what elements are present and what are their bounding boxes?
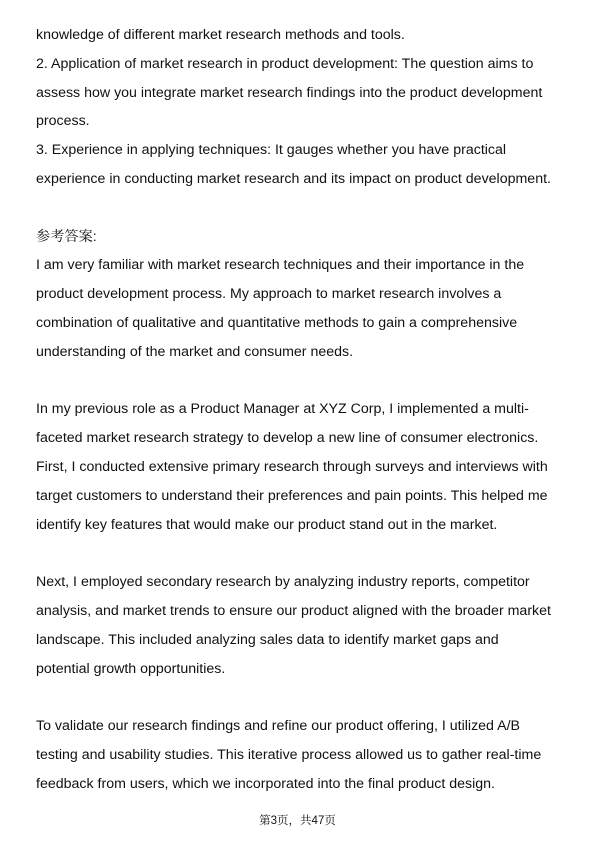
paragraph-line: Next, I employed secondary research by analyzing industry reports, competitor [36, 574, 530, 591]
paragraph-gap [36, 194, 568, 223]
paragraph-line: feedback from users, which we incorporated into the final product design. [36, 775, 495, 792]
answer-paragraph-2 [36, 395, 568, 539]
paragraph-line: I am very familiar with market research techniques and their importance in the [36, 257, 525, 274]
paragraph-line: product development process. My approach to market research involves a [36, 286, 502, 303]
intro-line: experience in conducting market research and its impact on product development. [36, 170, 551, 187]
page-number-footer: 第3页，共47页 [259, 815, 336, 827]
answer-heading: 参考答案: [36, 228, 97, 245]
paragraph-line: landscape. This included analyzing sales data to identify market gaps and [36, 631, 499, 648]
paragraph-line: understanding of the market and consumer needs. [36, 343, 354, 360]
paragraph-line: target customers to understand their preferences and pain points. This helped me [36, 487, 548, 504]
paragraph-line: To validate our research findings and refine our product offering, I utilized A/B [36, 718, 520, 735]
paragraph-line: identify key features that would make our product stand out in the market. [36, 516, 498, 533]
answer-paragraph-4 [36, 712, 568, 798]
paragraph-gap [36, 539, 568, 568]
paragraph-line: analysis, and market trends to ensure our product aligned with the broader market [36, 602, 551, 619]
answer-paragraph-3 [36, 568, 568, 683]
intro-line: knowledge of different market research methods and tools. [36, 27, 405, 43]
paragraph-line: testing and usability studies. This iterative process allowed us to gather real-time [36, 746, 542, 763]
paragraph-line: combination of qualitative and quantitative methods to gain a comprehensive [36, 314, 518, 331]
paragraph-gap [36, 683, 568, 712]
intro-line: process. [36, 113, 90, 130]
intro-line: 2. Application of market research in product development: The question aims to [36, 55, 534, 72]
paragraph-line: In my previous role as a Product Manager at XYZ Corp, I implemented a multi- [36, 401, 529, 418]
paragraph-line: faceted market research strategy to develop a new line of consumer electronics. [36, 430, 539, 447]
answer-paragraph-1 [36, 251, 568, 366]
paragraph-gap [36, 367, 568, 396]
paragraph-line: potential growth opportunities. [36, 660, 226, 677]
intro-line: 3. Experience in applying techniques: It gauges whether you have practical [36, 142, 507, 159]
paragraph-line: First, I conducted extensive primary research through surveys and interviews with [36, 458, 548, 475]
page-content [36, 21, 568, 799]
intro-line: assess how you integrate market research findings into the product development [36, 84, 543, 101]
